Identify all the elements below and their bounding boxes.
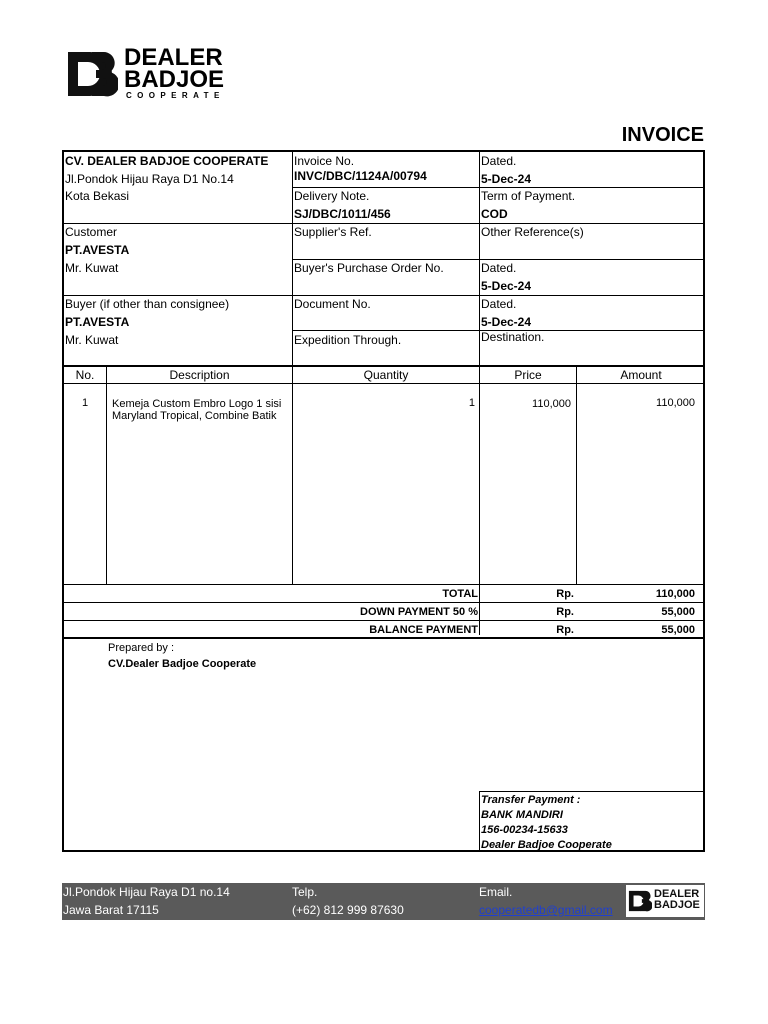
seller-name: CV. DEALER BADJOE COOPERATE xyxy=(65,154,269,168)
row-quantity: 1 xyxy=(468,397,475,409)
buyer-name: PT.AVESTA xyxy=(65,315,130,329)
other-reference-label: Other Reference(s) xyxy=(481,225,584,239)
doc-dated-label: Dated. xyxy=(481,297,517,311)
prepared-by-label: Prepared by : xyxy=(108,642,175,654)
balance-payment-currency: Rp. xyxy=(556,624,574,636)
divider xyxy=(64,620,705,621)
doc-dated-value: 5-Dec-24 xyxy=(481,315,532,329)
term-of-payment-value: COD xyxy=(481,207,508,221)
footer-logo xyxy=(626,885,704,917)
footer-phone-label: Telp. xyxy=(292,885,318,899)
divider xyxy=(64,637,705,639)
footer-phone: (+62) 812 999 87630 xyxy=(292,903,404,917)
seller-address-line1: Jl.Pondok Hijau Raya D1 No.14 xyxy=(65,172,234,186)
divider xyxy=(479,791,480,852)
invoice-grid xyxy=(62,150,705,852)
down-payment-currency: Rp. xyxy=(556,606,574,618)
db-logo-icon xyxy=(628,888,652,914)
customer-label: Customer xyxy=(65,225,118,239)
balance-payment-value: 55,000 xyxy=(661,624,695,636)
logo-text-line1: DEALER xyxy=(124,44,223,71)
down-payment-value: 55,000 xyxy=(661,606,695,618)
row-no: 1 xyxy=(81,397,89,409)
po-dated-label: Dated. xyxy=(481,261,517,275)
transfer-account: 156-00234-15633 xyxy=(481,824,568,836)
column-header-description: Description xyxy=(169,368,230,382)
destination-label: Destination. xyxy=(481,330,545,344)
footer-bar xyxy=(62,883,705,920)
po-dated-value: 5-Dec-24 xyxy=(481,279,532,293)
column-header-quantity: Quantity xyxy=(363,368,409,382)
invoice-dated-value: 5-Dec-24 xyxy=(481,172,532,186)
supplier-ref-label: Supplier's Ref. xyxy=(294,225,372,239)
expedition-label: Expedition Through. xyxy=(294,333,402,347)
divider xyxy=(64,223,705,224)
divider xyxy=(64,584,705,585)
transfer-bank: BANK MANDIRI xyxy=(481,809,563,821)
footer-email-link[interactable]: cooperatedb@gmail.com xyxy=(479,903,613,917)
column-header-no: No. xyxy=(75,368,95,382)
delivery-note-value: SJ/DBC/1011/456 xyxy=(294,207,391,221)
transfer-title: Transfer Payment : xyxy=(481,794,581,806)
divider xyxy=(106,366,107,585)
row-description: Kemeja Custom Embro Logo 1 sisi Maryland Tropical, Combine Batik xyxy=(112,398,282,422)
total-value: 110,000 xyxy=(655,588,695,600)
invoice-no-label: Invoice No. xyxy=(294,154,355,168)
prepared-by-name: CV.Dealer Badjoe Cooperate xyxy=(108,658,257,670)
row-price: 110,000 xyxy=(532,398,571,410)
invoice-no-value: INVC/DBC/1124A/00794 xyxy=(294,169,427,183)
document-no-label: Document No. xyxy=(294,297,371,311)
total-currency: Rp. xyxy=(556,588,574,600)
row-amount: 110,000 xyxy=(656,397,695,409)
divider xyxy=(479,791,705,792)
footer-address-line1: Jl.Pondok Hijau Raya D1 no.14 xyxy=(63,885,230,899)
company-logo xyxy=(66,46,256,102)
divider xyxy=(64,602,705,603)
customer-name: PT.AVESTA xyxy=(65,243,130,257)
transfer-holder: Dealer Badjoe Cooperate xyxy=(481,839,612,851)
customer-contact: Mr. Kuwat xyxy=(65,261,119,275)
footer-address-line2: Jawa Barat 17115 xyxy=(63,903,159,917)
buyer-label: Buyer (if other than consignee) xyxy=(65,297,230,311)
delivery-note-label: Delivery Note. xyxy=(294,189,370,203)
down-payment-label: DOWN PAYMENT 50 % xyxy=(360,606,478,618)
footer-email-cell xyxy=(479,901,613,919)
logo-text-line3: COOPERATE xyxy=(126,91,225,100)
seller-address-line2: Kota Bekasi xyxy=(65,189,130,203)
invoice-dated-label: Dated. xyxy=(481,154,517,168)
footer-logo-line2: BADJOE xyxy=(654,899,700,911)
db-logo-icon xyxy=(66,48,118,100)
footer-logo-line1: DEALER xyxy=(654,888,700,900)
total-label: TOTAL xyxy=(442,588,478,600)
column-header-price: Price xyxy=(514,368,542,382)
purchase-order-label: Buyer's Purchase Order No. xyxy=(294,261,444,275)
balance-payment-label: BALANCE PAYMENT xyxy=(369,624,478,636)
term-of-payment-label: Term of Payment. xyxy=(481,189,576,203)
footer-email-label: Email. xyxy=(479,885,513,899)
column-header-amount: Amount xyxy=(620,368,662,382)
document-title: INVOICE xyxy=(621,124,704,146)
buyer-contact: Mr. Kuwat xyxy=(65,333,119,347)
logo-text-line2: BADJOE xyxy=(124,66,225,93)
